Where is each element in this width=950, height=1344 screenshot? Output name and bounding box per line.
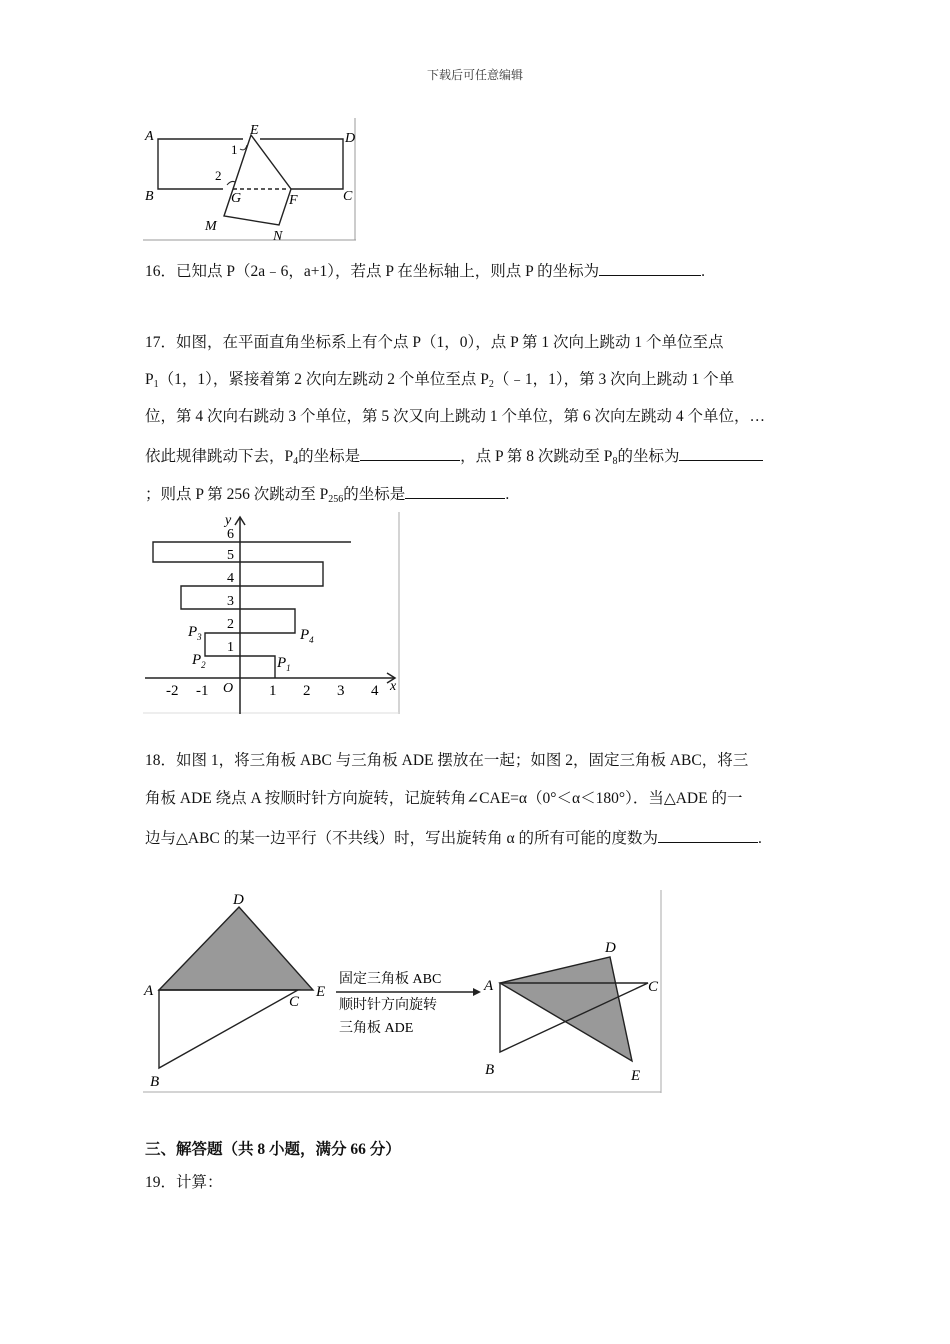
y-tick: 1 [227,640,234,655]
fig1-label-A: A [144,983,154,999]
y-tick: 3 [227,594,234,609]
question-17-line-5: ；则点 P 第 256 次跳动至 $P_{256}$的坐标是 . [145,483,509,505]
label-p1: $P_1$ [277,655,291,673]
fig2-label-A: A [484,978,494,994]
arrow-caption-2: 顺时针方向旋转 [339,998,437,1013]
x-tick: -1 [196,683,209,699]
label-A: A [145,129,154,144]
label-p4: $P_4$ [300,627,314,645]
fig1-label-D: D [233,892,244,908]
x-axis-label: x [390,679,397,694]
q17-p8-blank[interactable] [679,445,763,461]
section-3-title: 三、解答题（共 8 小题，满分 66 分） [145,1141,401,1158]
y-axis-label: y [225,513,232,528]
label-angle-2: 2 [215,168,222,183]
label-F: F [289,193,298,208]
x-tick: 4 [371,683,379,699]
question-18-line-2: 角板 ADE 绕点 A 按顺时针方向旋转，记旋转角∠CAE=α（0°＜α＜180°）．当△ADE 的一 [145,790,743,807]
label-M: M [205,219,217,234]
label-E: E [250,123,259,138]
y-tick: 4 [227,571,234,586]
q17-p4-blank[interactable] [360,445,460,461]
label-p2: $P_2$ [192,652,206,670]
fig2-label-C: C [648,979,659,995]
label-N: N [273,229,283,243]
question-17-line-1: 17．如图，在平面直角坐标系上有个点 P（1，0），点 P 第 1 次向上跳动 1 个单位至点 [145,334,724,351]
y-tick: 2 [227,617,234,632]
x-tick: -2 [166,683,179,699]
origin-label: O [223,681,234,696]
question-17-line-4: 依此规律跳动下去，$P_4$的坐标是 ，点 P 第 8 次跳动至 $P_8$的坐标为 [145,445,763,467]
page-header: 下载后可任意编辑 [426,68,523,82]
label-p3: $P_3$ [188,624,202,642]
x-tick: 1 [269,683,277,699]
arrow-caption-3: 三角板 ADE [339,1021,414,1036]
label-G: G [231,191,242,206]
label-B: B [145,189,154,204]
question-18-line-1: 18．如图 1，将三角板 ABC 与三角板 ADE 摆放在一起；如图 2，固定三角板 ABC，将三 [145,752,749,769]
y-tick: 5 [227,548,234,563]
question-18-line-3: 边与△ABC 的某一边平行（不共线）时，写出旋转角 α 的所有可能的度数为 . [145,827,762,849]
question-17-line-3: 位，第 4 次向右跳动 3 个单位，第 5 次又向上跳动 1 个单位，第 6 次向左跳动 4 个单位，… [145,408,766,425]
fig2-label-D: D [605,940,616,956]
fig2-label-E: E [631,1068,641,1084]
arrow-caption-1: 固定三角板 ABC [339,972,442,987]
question-19: 19．计算： [145,1174,223,1191]
label-angle-1: 1 [231,142,238,157]
q16-text: 16．已知点 P（2a﹣6，a+1），若点 P 在坐标轴上，则点 P 的坐标为 [145,263,600,280]
figure-folded-strip [143,118,359,243]
label-D: D [345,131,356,146]
fig1-label-B: B [150,1074,160,1090]
fig2-label-B: B [485,1062,495,1078]
y-tick: 6 [227,527,234,542]
label-C: C [343,189,353,204]
fig1-label-E: E [316,984,326,1000]
x-tick: 2 [303,683,311,699]
q17-p256-blank[interactable] [405,483,505,499]
q18-answer-blank[interactable] [658,827,758,843]
question-16: 16．已知点 P（2a﹣6，a+1），若点 P 在坐标轴上，则点 P 的坐标为 . [145,260,705,282]
question-17-line-2: $P_1(1$，1），紧接着第 2 次向左跳动 2 个单位至点 $P_2(﹣1$，1），第 3 次向上跳动 1 个单 [145,371,735,390]
figure-triangle-rotation [143,890,663,1095]
fig1-label-C: C [289,994,300,1010]
q16-answer-blank[interactable] [599,260,701,276]
figure-coordinate-jumps [143,512,401,716]
x-tick: 3 [337,683,345,699]
